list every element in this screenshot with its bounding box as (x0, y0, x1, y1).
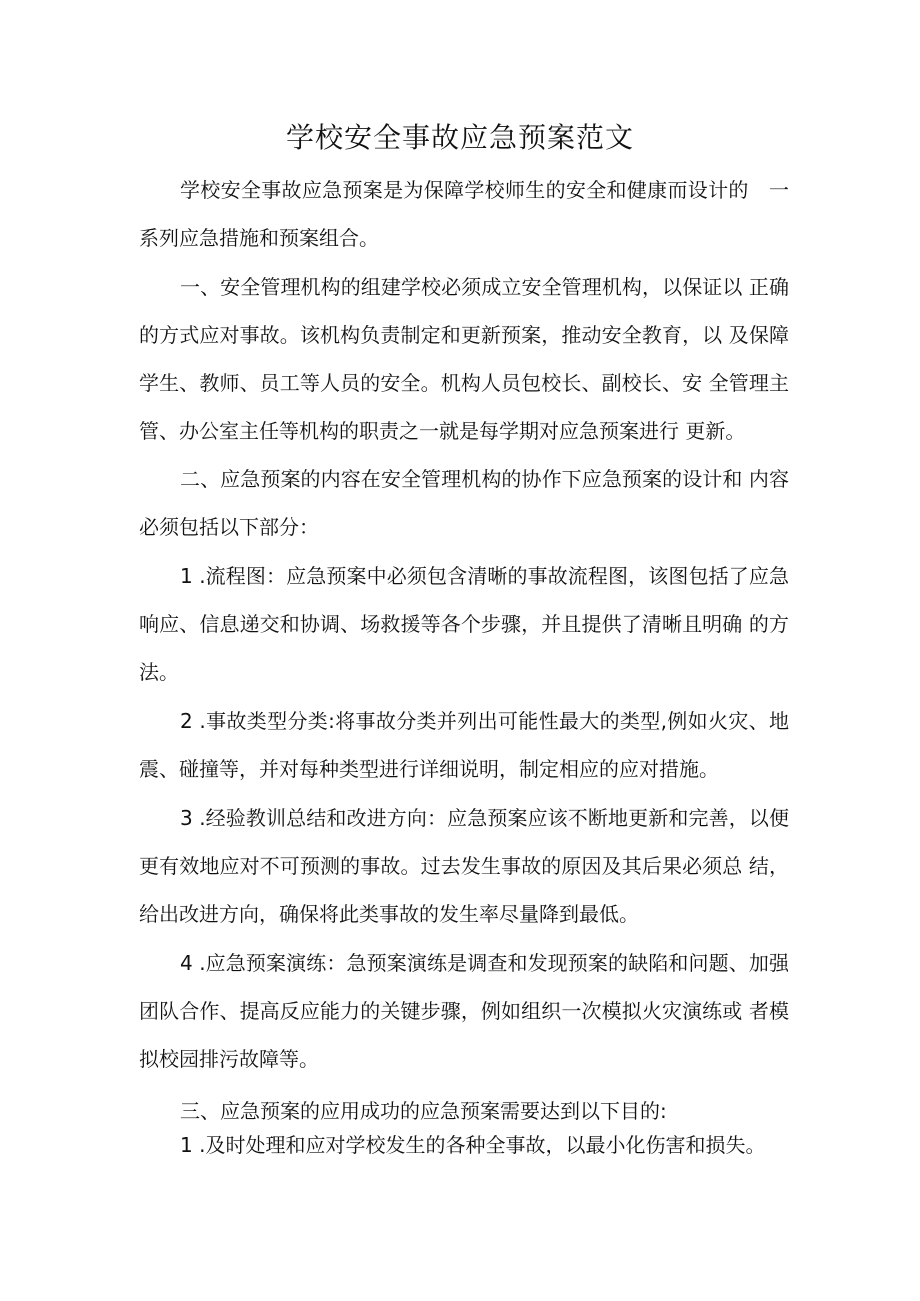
section-3-item-1: 1 .及时处理和应对学校发生的各种全事故，以最小化伤害和损失。 (180, 1133, 766, 1157)
section-2-item-3: 3 .经验教训总结和改进方向：应急预案应该不断地更新和完善，以便更有效地应对不可预测的事故。过去发生事故的原因及其后果必须总 结，给出改进方向，确保将此类事故的发生率尽量降到最低。 (139, 806, 789, 926)
section-2-item-1: 1 .流程图：应急预案中必须包含清晰的事故流程图，该图包括了应急响应、信息递交和协调、场救援等各个步骤，并且提供了清晰且明确 的方法。 (139, 564, 789, 684)
section-3-block (139, 1094, 789, 1162)
document-title: 学校安全事故应急预案范文 (285, 121, 634, 154)
section-2-paragraph: 二、应急预案的内容在安全管理机构的协作下应急预案的设计和 内容必须包括以下部分： (139, 467, 789, 539)
section-3-heading: 三、应急预案的应用成功的应急预案需要达到以下目的: (180, 1099, 667, 1123)
intro-paragraph: 学校安全事故应急预案是为保障学校师生的安全和健康而设计的 一系列应急措施和预案组合。 (139, 178, 789, 250)
section-2-item-4: 4 .应急预案演练：急预案演练是调查和发现预案的缺陷和问题、加强团队合作、提高反应能力的关键步骤，例如组织一次模拟火灾演练或 者模拟校园排污故障等。 (139, 951, 789, 1071)
section-1-paragraph: 一、安全管理机构的组建学校必须成立安全管理机构，以保证以 正确的方式应对事故。该机构负责制定和更新预案，推动安全教育，以 及保障学生、教师、员工等人员的安全。机构人员包校长、副校长、安 全管理主管、办公室主任等机构的职责之一就是每学期对应急预案进行 更新。 (139, 275, 789, 443)
section-2-item-2: 2 .事故类型分类:将事故分类并列出可能性最大的类型,例如火灾、地震、碰撞等，并对每种类型进行详细说明，制定相应的应对措施。 (139, 709, 789, 781)
